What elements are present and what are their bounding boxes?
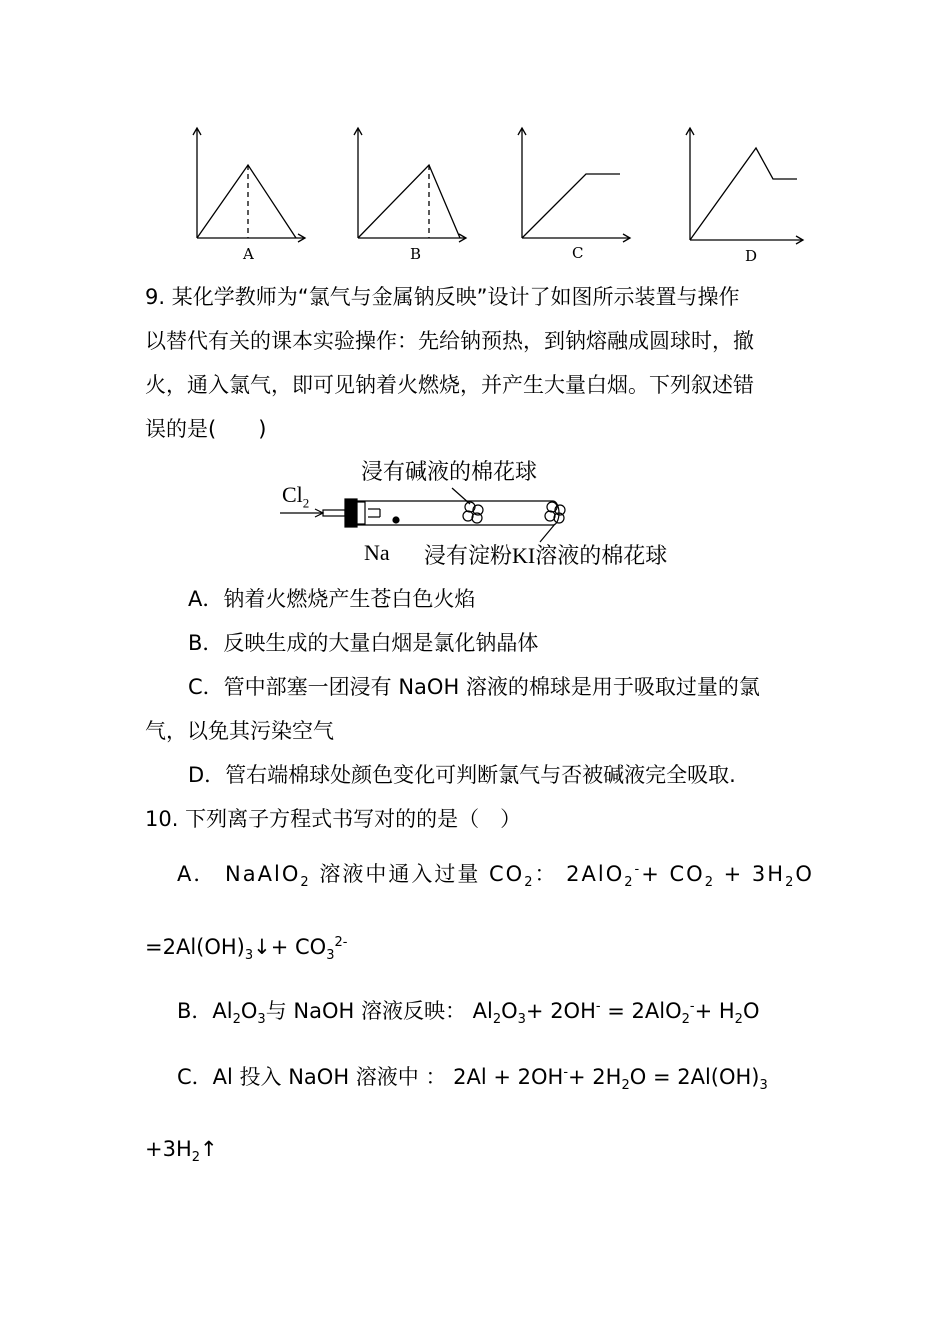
q9-line-1: 9. 某化学教师为“氯气与金属钠反映”设计了如图所示装置与操作 (145, 285, 740, 309)
label-ki-cotton: 浸有淀粉KI溶液的棉花球 (424, 543, 668, 568)
graph-d (686, 128, 803, 244)
q9-option-a: A．钠着火燃烧产生苍白色火焰 (188, 587, 476, 611)
label-cl2: $Cl_2$ (282, 482, 310, 511)
q10-option-a-line-2: $=2Al(OH)_3↓+ CO_3^{2-}$ (145, 935, 348, 964)
q9-option-c-line-2: 气，以免其污染空气 (145, 719, 334, 743)
q10-option-c-line-2: $+3H_2↑$ (145, 1137, 218, 1166)
cotton-ball-alkali (463, 502, 483, 523)
q9-line-4: 误的是( ) (145, 417, 267, 441)
graph-c (518, 128, 630, 242)
graph-label-d: D (745, 247, 758, 265)
graph-b (354, 128, 466, 242)
q9-option-b: B．反映生成的大量白烟是氯化钠晶体 (188, 631, 539, 655)
graph-a (193, 128, 305, 242)
q9-option-d: D．管右端棉球处颜色变化可判断氯气与否被碱液完全吸取. (188, 763, 736, 787)
q9-line-3: 火，通入氯气，即可见钠着火燃烧，并产生大量白烟。下列叙述错 (145, 373, 754, 397)
label-alkali-cotton: 浸有碱液的棉花球 (361, 459, 538, 484)
cotton-ball-ki (545, 502, 565, 523)
graph-label-c: C (572, 244, 584, 262)
q10-option-c-line-1: C．Al 投入 NaOH 溶液中 ： $2Al + 2OH^-+ 2H_2O = 2Al(OH)_3$ (177, 1065, 768, 1094)
q9-option-c-line-1: C．管中部塞一团浸有 NaOH 溶液的棉球是用于吸取过量的氯 (188, 675, 760, 699)
graph-label-a: A (243, 245, 254, 263)
q9-line-2: 以替代有关的课本实验操作：先给钠预热，到钠熔融成圆球时，撤 (145, 329, 754, 353)
q10-option-b: B．$Al_2O_3$与 NaOH 溶液反映： $Al_2O_3+ 2OH^- = 2AlO_2^-+ H_2O$ (177, 999, 760, 1028)
q10-stem: 10. 下列离子方程式书写对的的是（ ） (145, 807, 522, 831)
graphs-figure (0, 0, 950, 280)
label-na: Na (364, 540, 390, 565)
graph-label-b: B (410, 245, 422, 263)
q10-option-a-line-1: A． NaAlO$_2$ 溶液中通入过量 $CO_2$： $2AlO_2^-+ CO_2 + 3H_2O$ (177, 862, 814, 891)
